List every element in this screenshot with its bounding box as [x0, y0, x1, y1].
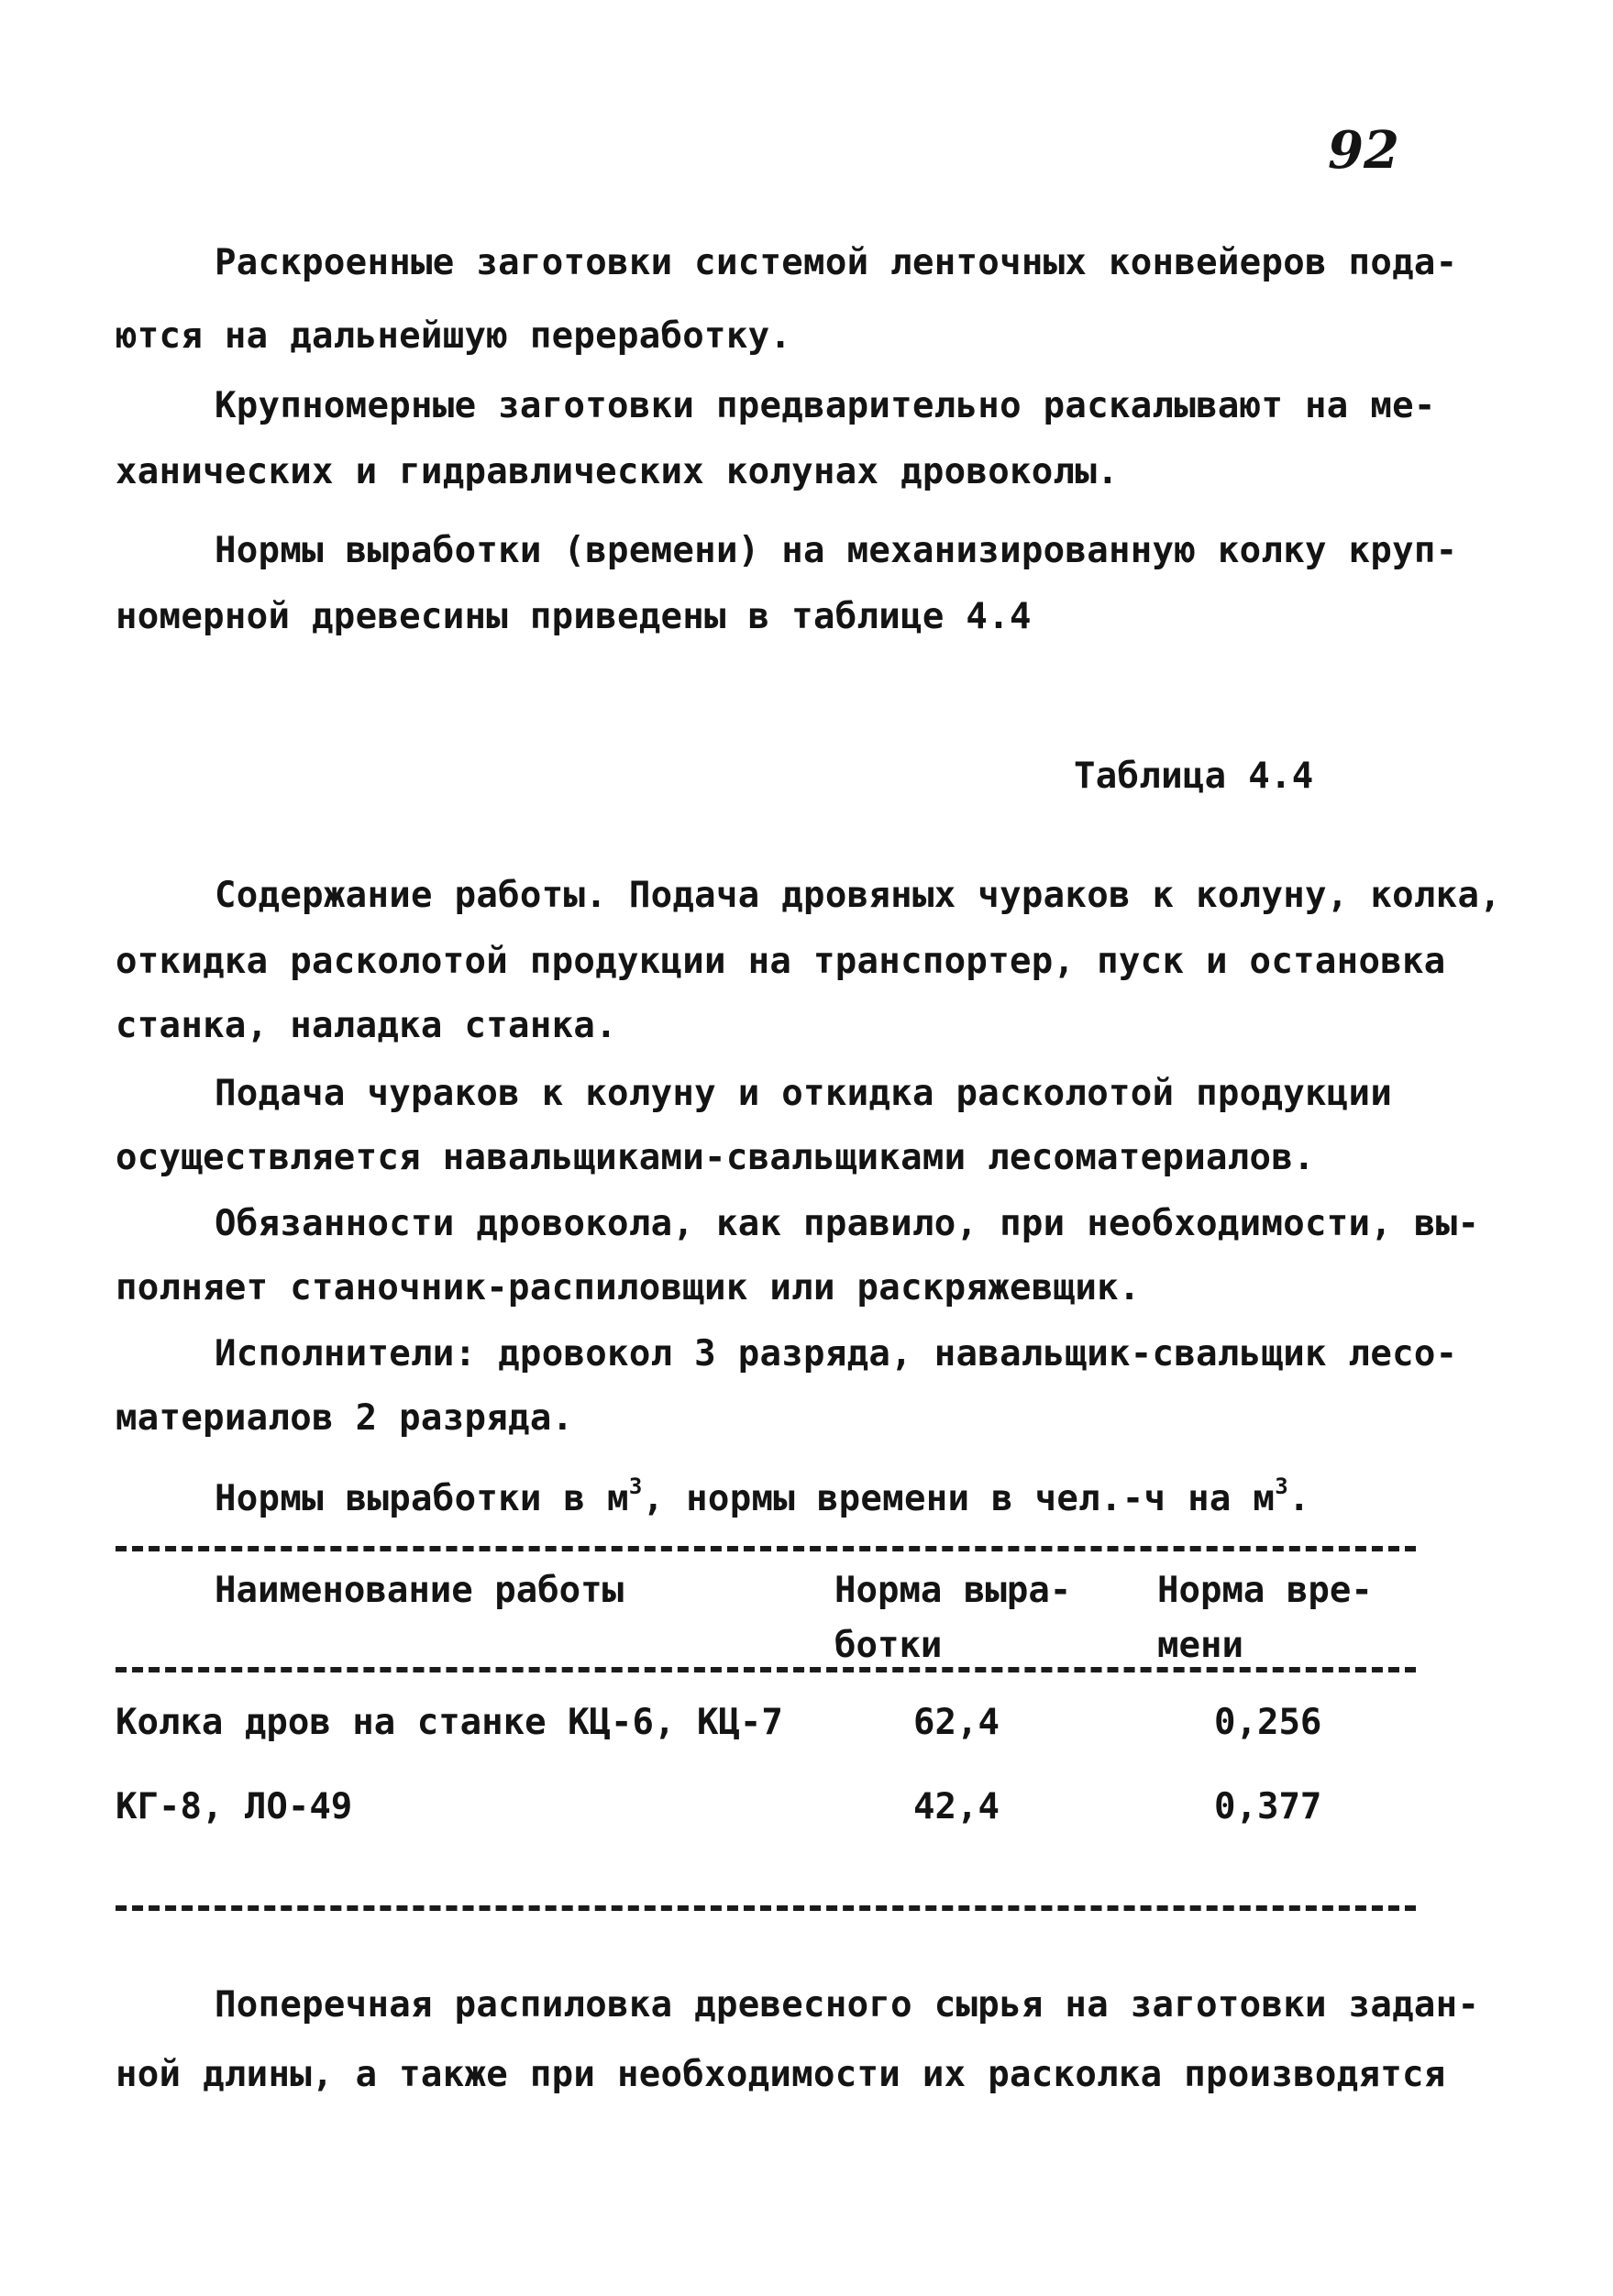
table-caption: Таблица 4.4 — [1074, 756, 1314, 797]
content-4-line-2: материалов 2 разряда. — [116, 1397, 574, 1439]
norms-units-line — [215, 1463, 1310, 1522]
norms-superscript-2: 3 — [1275, 1474, 1288, 1499]
table-header-time-line-1: Норма вре- — [1157, 1570, 1373, 1611]
table-row-2-name: КГ-8, ЛО-49 — [116, 1786, 353, 1827]
table-row-1-time: 0,256 — [1214, 1702, 1322, 1743]
content-4-line-1: Исполнители: дровокол 3 разряда, навальщик-свальщик лесо- — [215, 1333, 1458, 1374]
closing-line-2: ной длины, а также при необходимости их расколка производятся — [116, 2054, 1446, 2095]
table-row-1-name: Колка дров на станке КЦ-6, КЦ-7 — [116, 1702, 783, 1743]
paragraph-3-line-1: Нормы выработки (времени) на механизированную колку круп- — [215, 530, 1458, 571]
table-row-2-time: 0,377 — [1214, 1786, 1322, 1827]
content-3-line-2: полняет станочник-распиловщик или раскряжевщик. — [116, 1267, 1141, 1308]
table-header-rule — [116, 1667, 1416, 1672]
table-row-2-output: 42,4 — [913, 1786, 1000, 1827]
table-header-output-line-2: ботки — [834, 1625, 943, 1666]
paragraph-1-line-1: Раскроенные заготовки системой ленточных конвейеров пода- — [215, 242, 1458, 283]
table-header-time-line-2: мени — [1157, 1625, 1243, 1666]
table-header-name: Наименование работы — [215, 1570, 624, 1611]
norms-text-2: , нормы времени в чел.-ч на м — [642, 1478, 1276, 1519]
content-1-line-3: станка, наладка станка. — [116, 1005, 617, 1046]
closing-line-1: Поперечная распиловка древесного сырья на заготовки задан- — [215, 1984, 1480, 2026]
paragraph-2-line-2: ханических и гидравлических колунах дровоколы. — [116, 451, 1119, 492]
content-3-line-1: Обязанности дровокола, как правило, при необходимости, вы- — [215, 1203, 1480, 1244]
table-top-rule — [116, 1546, 1416, 1551]
page-number: 92 — [1328, 120, 1399, 181]
paragraph-3-line-2: номерной древесины приведены в таблице 4.4 — [116, 596, 1032, 637]
table-bottom-rule — [116, 1905, 1416, 1911]
content-2-line-1: Подача чураков к колуну и откидка расколотой продукции — [215, 1073, 1393, 1114]
norms-superscript-1: 3 — [628, 1474, 643, 1499]
norms-text-3: . — [1287, 1478, 1310, 1519]
table-row-1-output: 62,4 — [913, 1702, 1000, 1743]
content-1-line-1: Содержание работы. Подача дровяных чураков к колуну, колка, — [215, 875, 1502, 916]
content-2-line-2: осуществляется навальщиками-свальщиками лесоматериалов. — [116, 1137, 1315, 1178]
paragraph-2-line-1: Крупномерные заготовки предварительно раскалывают на ме- — [215, 385, 1436, 426]
paragraph-1-line-2: ются на дальнейшую переработку. — [116, 315, 792, 357]
table-header-output-line-1: Норма выра- — [834, 1570, 1072, 1611]
norms-text-1: Нормы выработки в м — [215, 1478, 629, 1519]
content-1-line-2: откидка расколотой продукции на транспортер, пуск и остановка — [116, 941, 1446, 982]
